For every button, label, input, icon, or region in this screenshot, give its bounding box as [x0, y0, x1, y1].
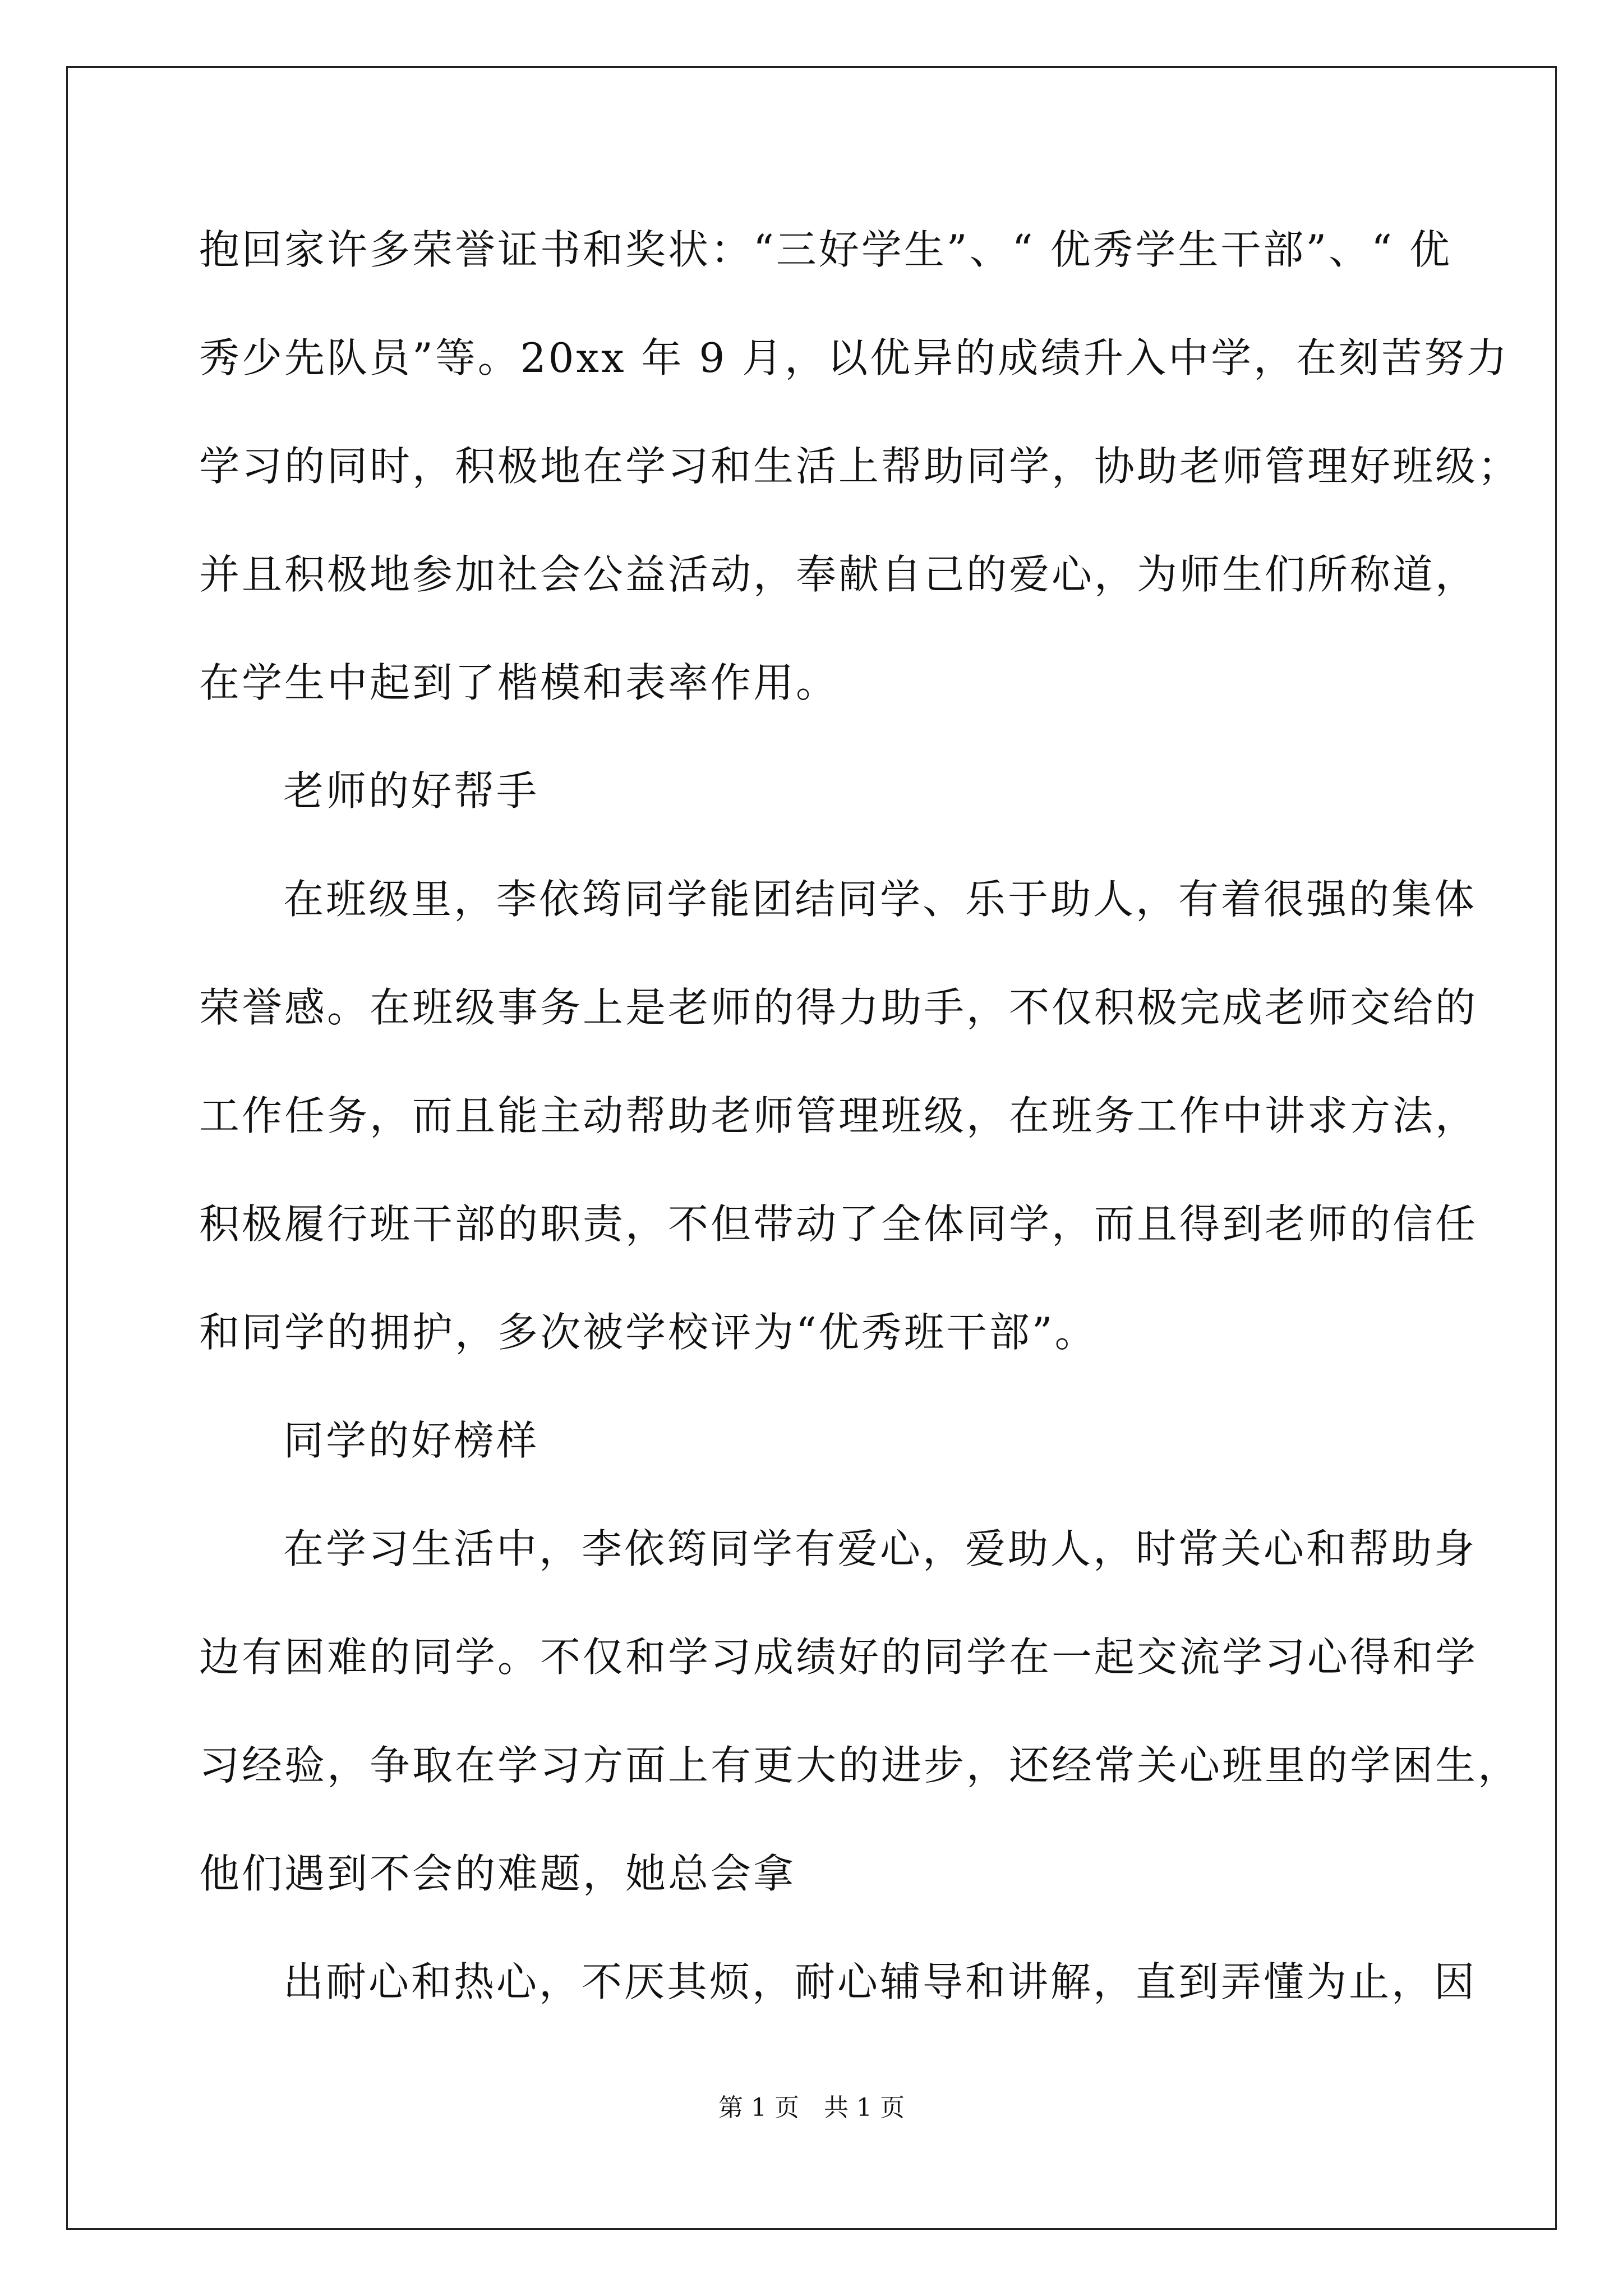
- text-line-4: 并且积极地参加社会公益活动，奉献自己的爱心，为师生们所称道，: [199, 551, 1478, 598]
- page-number-footer: 第 1 页 共 1 页: [718, 2093, 905, 2122]
- text-line-8: 荣誉感。在班级事务上是老师的得力助手，不仅积极完成老师交给的: [199, 984, 1478, 1031]
- text-line-1: 抱回家许多荣誉证书和奖状：“三好学生”、“ 优秀学生干部”、“ 优: [199, 226, 1452, 273]
- text-line-2: 秀少先队员”等。20xx 年 9 月，以优异的成绩升入中学，在刻苦努力: [199, 334, 1510, 381]
- text-line-17: 出耐心和热心，不厌其烦，耐心辅导和讲解，直到弄懂为止，因: [283, 1958, 1477, 2005]
- text-line-9: 工作任务，而且能主动帮助老师管理班级，在班务工作中讲求方法，: [199, 1092, 1478, 1139]
- document-body: [199, 216, 1521, 2056]
- text-line-16: 他们遇到不会的难题，她总会拿: [199, 1850, 796, 1897]
- text-line-5: 在学生中起到了楷模和表率作用。: [199, 659, 839, 706]
- text-line-3: 学习的同时，积极地在学习和生活上帮助同学，协助老师管理好班级；: [199, 443, 1521, 490]
- text-line-13: 在学习生活中，李依筠同学有爱心，爱助人，时常关心和帮助身: [283, 1525, 1477, 1572]
- text-line-15: 习经验，争取在学习方面上有更大的进步，还经常关心班里的学困生，: [199, 1742, 1521, 1789]
- text-line-7: 在班级里，李依筠同学能团结同学、乐于助人，有着很强的集体: [283, 876, 1477, 923]
- text-line-11: 和同学的拥护，多次被学校评为“优秀班干部”。: [199, 1309, 1098, 1356]
- text-line-10: 积极履行班干部的职责，不但带动了全体同学，而且得到老师的信任: [199, 1200, 1478, 1248]
- section-heading-classmate-role-model: 同学的好榜样: [283, 1417, 540, 1464]
- section-heading-teacher-helper: 老师的好帮手: [283, 767, 540, 815]
- text-line-14: 边有困难的同学。不仅和学习成绩好的同学在一起交流学习心得和学: [199, 1634, 1478, 1681]
